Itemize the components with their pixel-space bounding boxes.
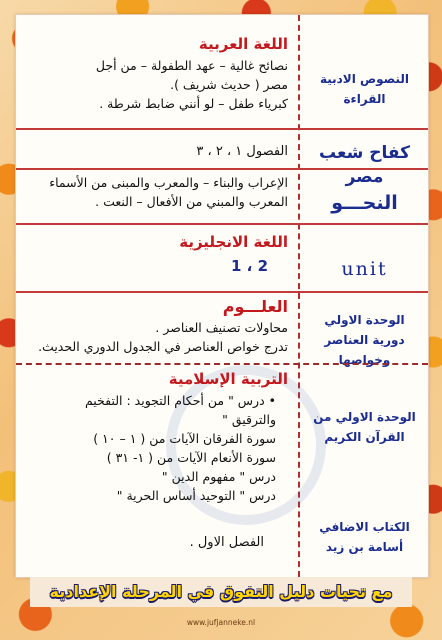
science-line-1: محاولات تصنيف العناصر . [155,320,288,335]
label-periodic-unit: الوحدة الاولي دورية العناصر وخواصها [324,313,405,367]
arabic-texts-line-1: نصائح غالية – عهد الطفولة – من أجل [95,58,288,73]
religion-line-4: سورة الأنعام الآيات من ( ١- ٣١ ) [106,450,276,465]
grammar-list [16,173,294,211]
grammar-line-1: الإعراب والبناء – والمعرب والمبنى من الأسماء [49,175,288,190]
subject-english: اللغة الانجليزية [179,233,288,251]
label-quran-unit: الوحدة الاولي من القرآن الكريم [313,410,416,444]
religion-line-3: سورة الفرقان الآيات من ( ١ – ١٠ ) [93,431,276,446]
arabic-texts-line-3: كبرياء طفل – لو أنني ضابط شرطة . [99,96,288,111]
arabic-texts-list [16,56,294,113]
subject-science: العلـــوم [222,297,288,316]
schedule-card [15,14,429,578]
label-grammar: النحـــو [331,192,398,214]
arabic-texts-line-2: مصر ( حديث شريف ). [170,77,288,92]
religion-line-5: درس " مفهوم الدين " [161,469,276,484]
religion-line-6: درس " التوحيد أساس الحرية " [116,488,276,503]
separator [16,291,428,293]
grammar-line-2: المعرب والمبني من الأفعال – النعت . [95,194,288,209]
religion-line-1: • درس " من أحكام التجويد : التفخيم [84,393,276,408]
science-list [16,318,294,356]
science-line-2: تدرج خواص العناصر في الجدول الدوري الحديث. [38,339,288,354]
separator [16,128,428,130]
religion-list [16,391,294,505]
struggle-chapters: الفصول ١ ، ٢ ، ٣ [196,144,288,159]
separator [16,223,428,225]
religion-extra-chapter: الفصل الاول . [189,535,264,550]
separator [16,168,428,170]
label-struggle-egypt: كفاح شعب مصر [319,143,410,187]
label-literary-texts: النصوص الادبية القراءة [319,72,410,106]
label-extra-book: الكتاب الاضافي أسامة بن زيد [319,520,410,554]
english-units: 2 ، 1 [230,257,268,275]
footer-banner [30,577,412,607]
subject-religion: التربية الإسلامية [168,370,288,388]
site-url: www.jufjanneke.nl [186,618,256,627]
separator [16,363,428,365]
subject-arabic: اللغة العربية [198,35,288,53]
banner-text: مع تحيات دليل التفوق في المرحلة الإعدادية [49,582,393,601]
religion-line-2: والترقيق " [222,412,276,427]
label-unit: unit [341,258,388,280]
